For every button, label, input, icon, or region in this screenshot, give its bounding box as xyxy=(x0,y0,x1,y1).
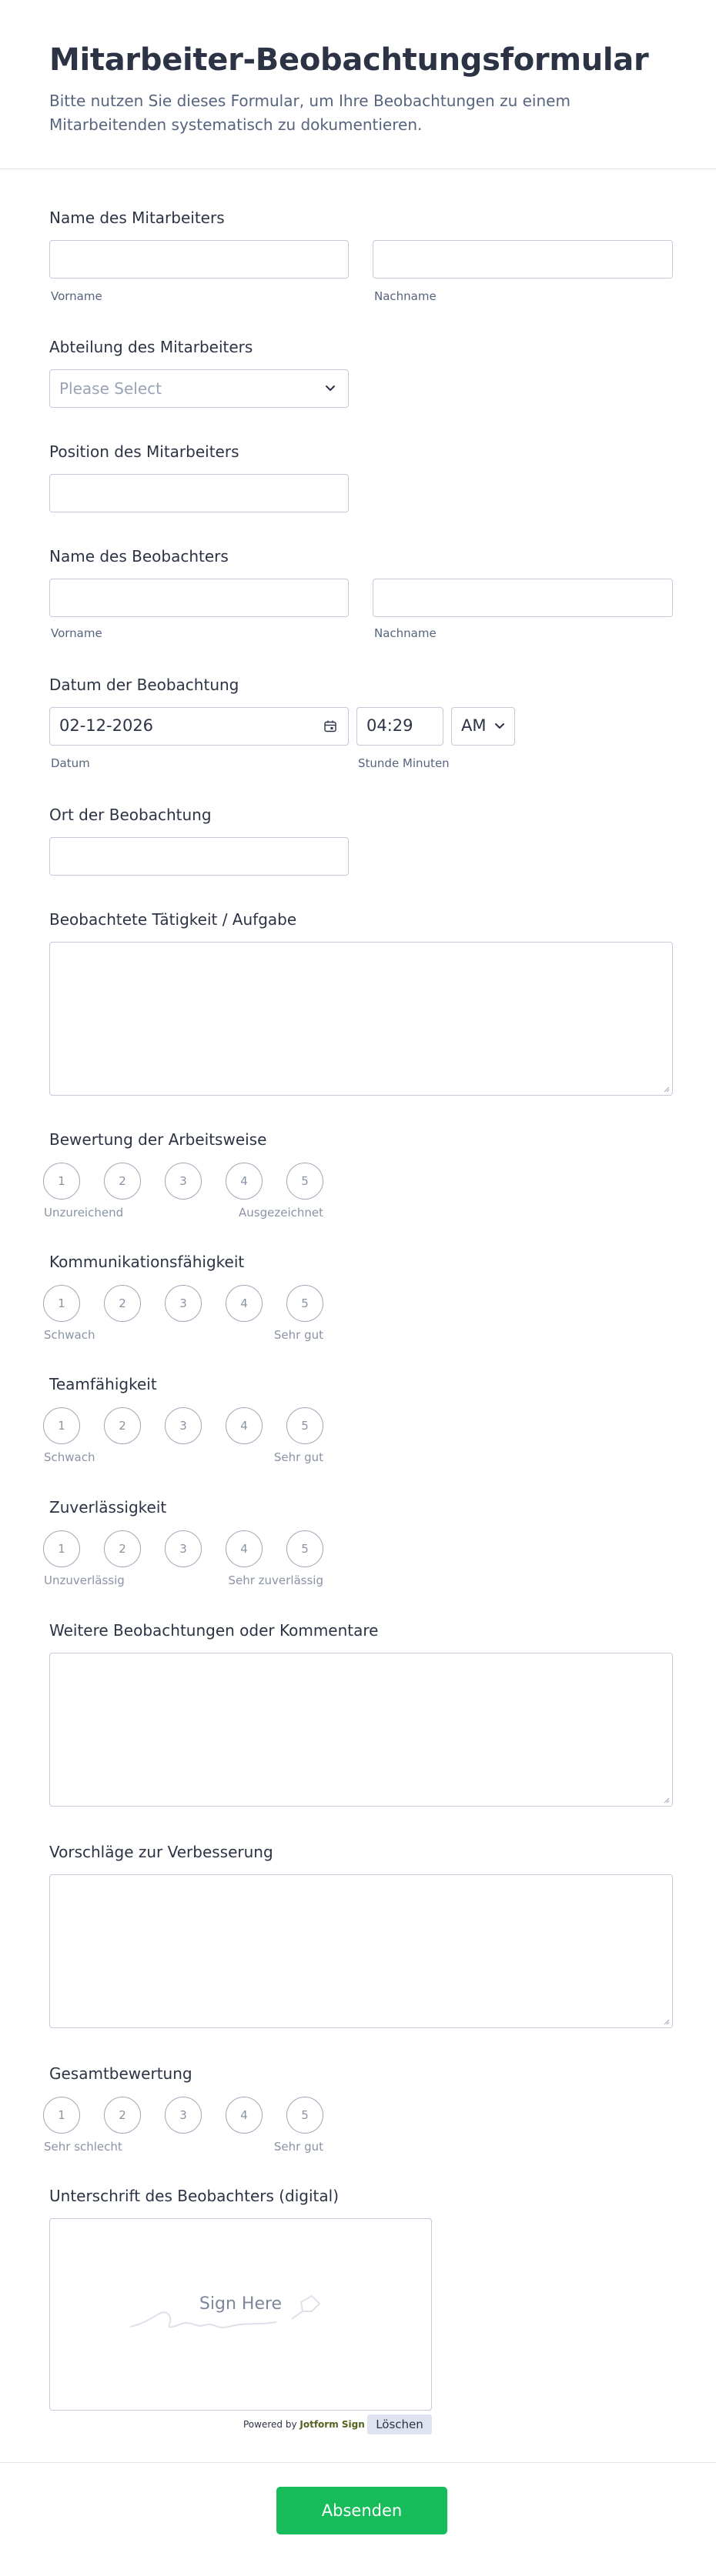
rating-reliability-scale xyxy=(43,1530,351,1592)
rating-option[interactable]: 2 xyxy=(104,1285,141,1322)
date-sublabel: Datum xyxy=(51,756,90,770)
rating-work-label-text: Bewertung der Arbeitsweise xyxy=(49,1130,267,1149)
employee-first-name-sublabel: Vorname xyxy=(51,289,102,303)
submit-button[interactable]: Absenden xyxy=(276,2487,447,2534)
resize-handle-icon[interactable] xyxy=(662,1085,670,1093)
suggestions-label xyxy=(49,1842,273,1862)
form-description: Bitte nutzen Sie dieses Formular, um Ihre Beobachtungen zu einem Mitarbeitenden systematisch zu dokumentieren. xyxy=(49,92,570,134)
rating-option[interactable]: 5 xyxy=(286,1163,323,1200)
jotform-sign-brand: Jotform Sign xyxy=(299,2419,365,2430)
rating-option[interactable]: 3 xyxy=(165,2097,202,2134)
position-input[interactable] xyxy=(49,474,349,512)
rating-option[interactable]: 1 xyxy=(43,2097,80,2134)
rating-option[interactable]: 2 xyxy=(104,1530,141,1567)
suggestions-textarea[interactable] xyxy=(49,1874,673,2028)
rating-option[interactable]: 5 xyxy=(286,1285,323,1322)
time-input[interactable] xyxy=(356,707,443,746)
rating-high-label: Sehr gut xyxy=(273,2140,323,2154)
rating-team-label-text: Teamfähigkeit xyxy=(49,1375,157,1393)
observer-last-name-sublabel: Nachname xyxy=(374,626,437,640)
ampm-select[interactable] xyxy=(451,707,515,746)
employee-name-label xyxy=(49,208,225,228)
department-label xyxy=(49,337,253,357)
activity-label xyxy=(49,909,296,929)
position-label xyxy=(49,442,239,462)
powered-by xyxy=(243,2419,365,2430)
location-label xyxy=(49,805,212,825)
rating-option[interactable]: 4 xyxy=(226,2097,263,2134)
employee-last-name-sublabel: Nachname xyxy=(374,289,437,303)
rating-high-label: Sehr zuverlässig xyxy=(228,1573,323,1587)
date-input[interactable] xyxy=(49,707,349,746)
overall-label-text: Gesamtbewertung xyxy=(49,2064,192,2083)
rating-low-label: Sehr schlecht xyxy=(44,2140,122,2154)
chevron-down-icon xyxy=(493,719,507,732)
rating-option[interactable]: 5 xyxy=(286,1407,323,1444)
rating-option[interactable]: 1 xyxy=(43,1407,80,1444)
rating-high-label: Ausgezeichnet xyxy=(239,1206,323,1220)
observer-first-name-input[interactable] xyxy=(49,579,349,617)
rating-option[interactable]: 3 xyxy=(165,1163,202,1200)
footer-divider xyxy=(0,2462,716,2463)
rating-option[interactable]: 1 xyxy=(43,1163,80,1200)
employee-first-name-input[interactable] xyxy=(49,240,349,279)
rating-communication-scale xyxy=(43,1285,351,1346)
observer-first-name-sublabel: Vorname xyxy=(51,626,102,640)
time-value: 04:29 xyxy=(366,716,413,735)
rating-low-label: Schwach xyxy=(44,1450,95,1464)
rating-reliability-label xyxy=(49,1497,166,1517)
rating-option[interactable]: 4 xyxy=(226,1407,263,1444)
rating-communication-label xyxy=(49,1252,244,1272)
rating-option[interactable]: 4 xyxy=(226,1530,263,1567)
rating-low-label: Unzuverlässig xyxy=(44,1573,125,1587)
resize-handle-icon[interactable] xyxy=(662,2017,670,2025)
signature-placeholder: Sign Here xyxy=(199,2294,283,2314)
signature-pad[interactable] xyxy=(49,2218,432,2411)
comments-textarea[interactable] xyxy=(49,1653,673,1807)
rating-communication-label-text: Kommunikationsfähigkeit xyxy=(49,1253,245,1271)
form-header xyxy=(0,0,716,169)
activity-label-text: Beobachtete Tätigkeit / Aufgabe xyxy=(49,910,297,929)
rating-option[interactable]: 2 xyxy=(104,2097,141,2134)
observer-name-label-text: Name des Beobachters xyxy=(49,547,229,566)
location-label-text: Ort der Beobachtung xyxy=(49,806,212,824)
chevron-down-icon xyxy=(323,381,337,395)
rating-option[interactable]: 3 xyxy=(165,1530,202,1567)
calendar-icon[interactable] xyxy=(323,719,337,733)
time-sublabel: Stunde Minuten xyxy=(358,756,450,770)
employee-last-name-input[interactable] xyxy=(373,240,673,279)
department-select[interactable] xyxy=(49,369,349,408)
suggestions-label-text: Vorschläge zur Verbesserung xyxy=(49,1843,273,1861)
rating-option[interactable]: 4 xyxy=(226,1163,263,1200)
ampm-value: AM xyxy=(461,716,487,735)
rating-team-scale xyxy=(43,1407,351,1469)
rating-option[interactable]: 3 xyxy=(165,1285,202,1322)
resize-handle-icon[interactable] xyxy=(662,1796,670,1804)
position-label-text: Position des Mitarbeiters xyxy=(49,442,239,461)
rating-option[interactable]: 4 xyxy=(226,1285,263,1322)
rating-work-scale xyxy=(43,1163,351,1224)
rating-option[interactable]: 3 xyxy=(165,1407,202,1444)
rating-option[interactable]: 1 xyxy=(43,1530,80,1567)
observer-name-label xyxy=(49,546,229,566)
rating-option[interactable]: 2 xyxy=(104,1163,141,1200)
rating-option[interactable]: 2 xyxy=(104,1407,141,1444)
department-label-text: Abteilung des Mitarbeiters xyxy=(49,338,253,356)
rating-low-label: Schwach xyxy=(44,1328,95,1342)
date-value: 02-12-2026 xyxy=(59,716,154,735)
observation-date-label-text: Datum der Beobachtung xyxy=(49,676,239,694)
comments-label xyxy=(49,1620,378,1640)
overall-scale xyxy=(43,2097,351,2158)
form-title: Mitarbeiter-Beobachtungsformular xyxy=(49,42,649,78)
rating-work-label xyxy=(49,1130,266,1150)
observer-last-name-input[interactable] xyxy=(373,579,673,617)
rating-reliability-label-text: Zuverlässigkeit xyxy=(49,1498,167,1517)
employee-name-label-text: Name des Mitarbeiters xyxy=(49,209,225,227)
location-input[interactable] xyxy=(49,837,349,876)
signature-label xyxy=(49,2186,339,2206)
rating-low-label: Unzureichend xyxy=(44,1206,124,1220)
observation-date-label xyxy=(49,675,239,695)
rating-option[interactable]: 5 xyxy=(286,2097,323,2134)
overall-label xyxy=(49,2064,192,2084)
department-placeholder: Please Select xyxy=(59,379,162,398)
comments-label-text: Weitere Beobachtungen oder Kommentare xyxy=(49,1621,379,1640)
rating-team-label xyxy=(49,1374,157,1394)
rating-high-label: Sehr gut xyxy=(273,1328,323,1342)
signature-label-text: Unterschrift des Beobachters (digital) xyxy=(49,2187,340,2205)
clear-signature-button[interactable]: Löschen xyxy=(367,2414,432,2434)
powered-by-prefix: Powered by xyxy=(243,2419,297,2430)
activity-textarea[interactable] xyxy=(49,942,673,1096)
rating-option[interactable]: 1 xyxy=(43,1285,80,1322)
rating-option[interactable]: 5 xyxy=(286,1530,323,1567)
rating-high-label: Sehr gut xyxy=(273,1450,323,1464)
